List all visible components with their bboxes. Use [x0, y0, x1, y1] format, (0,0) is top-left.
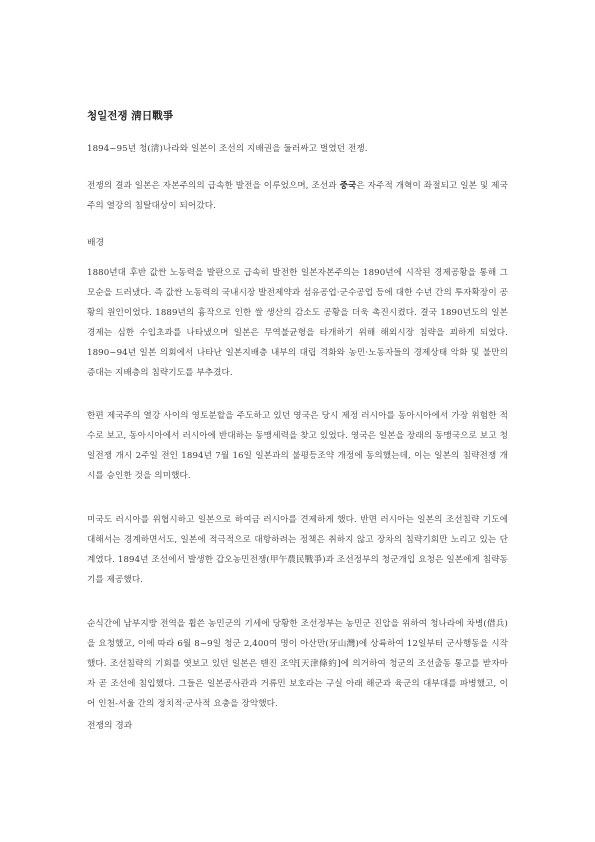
body-paragraph: 순식간에 남부지방 전역을 휩쓴 농민군의 기세에 당황한 조선정부는 농민군 진압을 위하여 청나라에 차병(借兵)을 요청했고, 이에 따라 6월 8~9일 청군 2,400여 명이 아산만(牙山灣)에 상륙하여 12일부터 군사행동을 시작했다. 조선침략의 기회를 엿보고 있던 일본은 톈진 조약[天津條約]에 의거하여 청군의 조선출동 통고를 받자마자 곧 조선에 침입했다. 그들은 일본공사관과 거류민 보호라는 구실 아래 해군과 육군의 대부대를 파병했고, 이어 인천-서울 간의 정치적·군사적 요충을 장악했다. — [87, 619, 508, 709]
intro-text-after: 은 자주적 개혁이 좌절되고 일본 및 제국주의 열강의 침탈대상이 되어갔다. — [87, 181, 508, 211]
intro-text-before: 전쟁의 결과 일본은 자본주의의 급속한 발전을 이루었으며, 조선과 — [87, 181, 340, 191]
section-heading-background: 배경 — [87, 238, 104, 248]
summary-paragraph: 1894~95년 청(淸)나라와 일본이 조선의 지배권을 둘러싸고 벌였던 전쟁. — [87, 144, 368, 154]
page-title: 청일전쟁 淸日戰爭 — [87, 110, 174, 122]
body-paragraph: 1880년대 후반 값싼 노동력을 발판으로 급속히 발전한 일본자본주의는 1890년에 시작된 경제공황을 통해 그 모순을 드러냈다. 즉 값싼 노동력의 국내시장 발전제약과 섬유공업·군수공업 등에 대한 수년 간의 투자확장이 공황의 원인이었다. 1889년의 흉작으로 인한 쌀 생산의 감소도 공황을 더욱 촉진시켰다. 결국 1890년도의 일본경제는 심한 수입초과를 나타냈으며 일본은 무역불균형을 타개하기 위해 해외시장 침략을 꾀하게 되었다. 1890~94년 일본 의회에서 나타난 일본지배층 내부의 대립 격화와 농민·노동자들의 경제상태 악화 및 불만의 증대는 지배층의 침략기도를 부추겼다. — [87, 268, 508, 378]
body-paragraph: 미국도 러시아를 위협시하고 일본으로 하여금 러시아를 견제하게 했다. 반면 러시아는 일본의 조선침략 기도에 대해서는 경계하면서도, 일본에 적극적으로 대항하려는 정책은 취하지 않고 장차의 침략기회만 노리고 있는 단계였다. 1894년 조선에서 발생한 갑오농민전쟁(甲午農民戰爭)과 조선정부의 청군개입 요청은 일본에게 침략동기를 제공했다. — [87, 515, 508, 585]
intro-bold-term: 중국 — [339, 181, 357, 191]
section-heading-course: 전쟁의 경과 — [87, 721, 133, 731]
intro-paragraph — [87, 176, 508, 216]
body-paragraph: 한편 제국주의 열강 사이의 영토분할을 주도하고 있던 영국은 당시 제정 러시아를 동아시아에서 가장 위험한 적수로 보고, 동아시아에서 러시아에 반대하는 동맹세력을 찾고 있었다. 영국은 일본을 장래의 동맹국으로 보고 청일전쟁 개시 2주일 전인 1894년 7월 16일 일본과의 불평등조약 개정에 동의했는데, 이는 일본의 침략전쟁 개시를 승인한 것을 의미했다. — [87, 411, 508, 481]
